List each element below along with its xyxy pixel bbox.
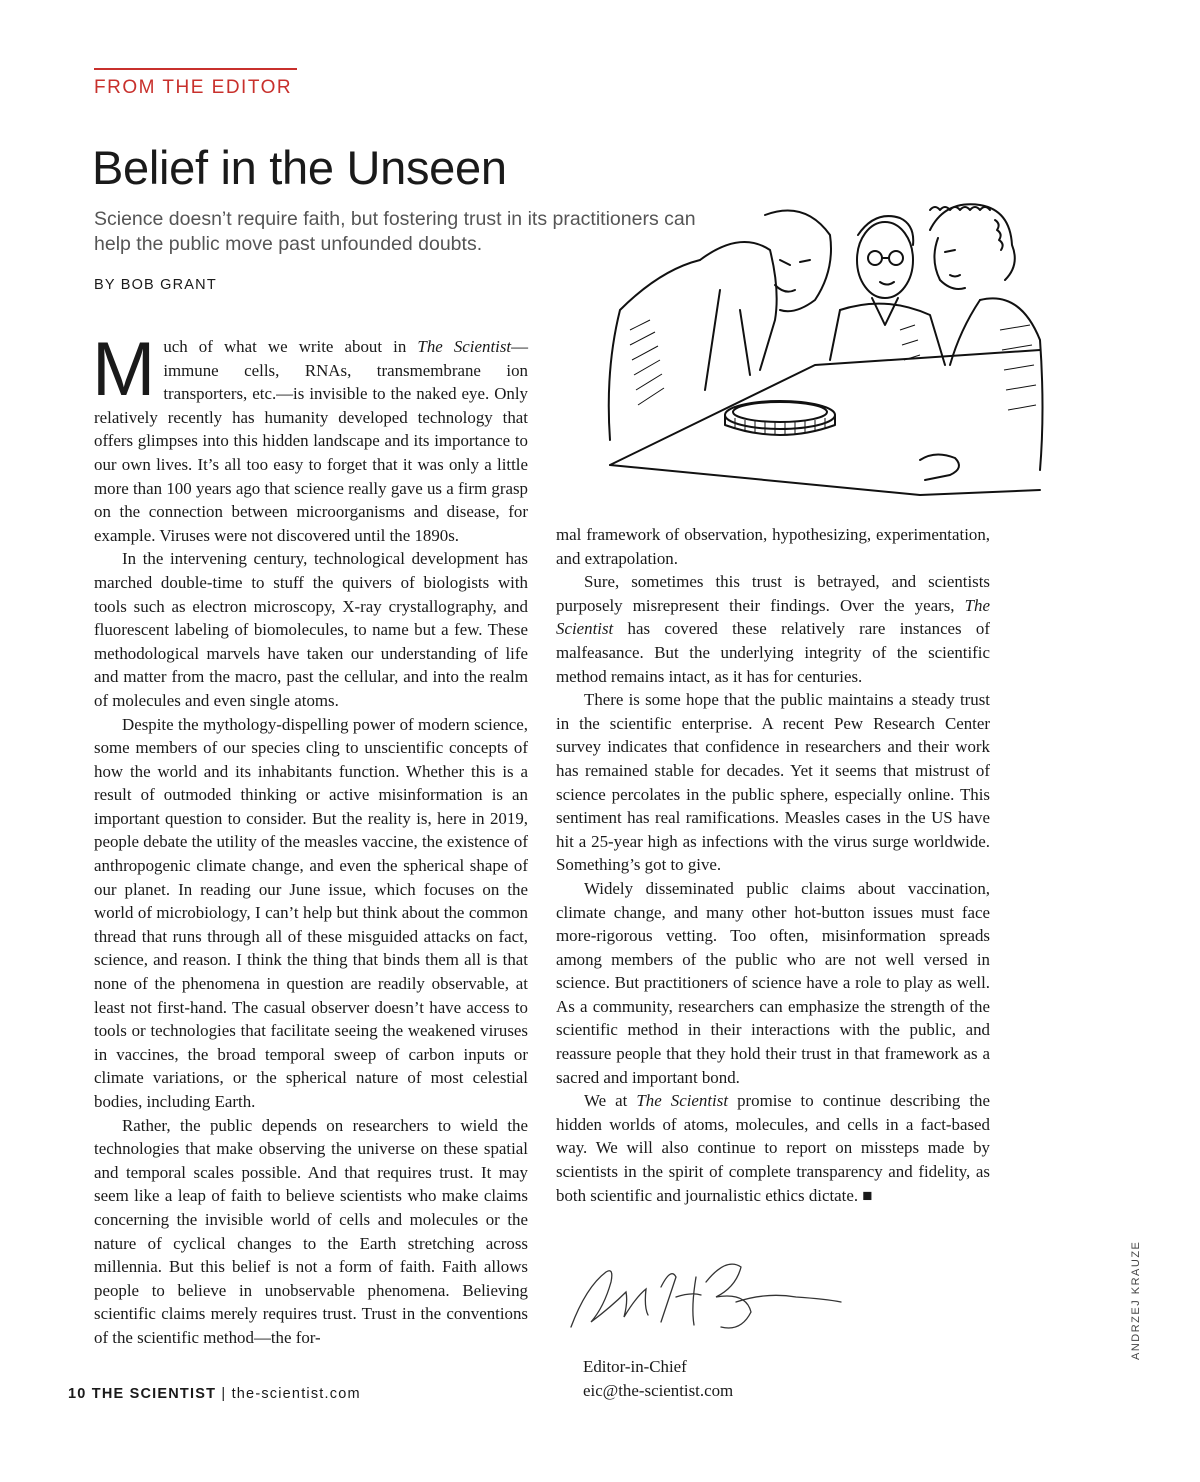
page-number: 10 bbox=[68, 1386, 87, 1402]
paragraph-4-continued bbox=[556, 523, 990, 570]
paragraph-8-text-a: We at bbox=[584, 1091, 637, 1111]
paragraph-5 bbox=[556, 570, 990, 688]
paragraph-1-text-b: —immune cells, RNAs, transmembrane ion transporters, etc.—is invisible to the naked eye. Only relatively recently has humanity developed technology that offers glimpses into this hidden landscape and its importance to our own lives. It’s all too easy to forget that it was only a little more than 100 years ago that science really gave us a firm grasp on the connection between microorganisms and disease, for example. Viruses were not discovered until the 1890s. bbox=[94, 337, 528, 545]
column-right bbox=[556, 523, 990, 1402]
byline: BY BOB GRANT bbox=[94, 277, 217, 293]
article-title: Belief in the Unseen bbox=[92, 141, 507, 194]
paragraph-5-text-b: has covered these relatively rare instances of malfeasance. But the underlying integrity of the scientific method remains intact, as it has for centuries. bbox=[556, 619, 990, 686]
article-deck: Science doesn’t require faith, but fostering trust in its practitioners can help the public move past unfounded doubts. bbox=[94, 208, 696, 255]
paragraph-2: In the intervening century, technological development has marched double-time to stuff the quivers of biologists with tools such as electron microscopy, X-ray crystallography, and fluorescent labeling of biomolecules, to name but a few. These methodological marvels have taken our understanding of life and matter from the macro, past the cellular, and into the realm of molecules and even single atoms. bbox=[94, 549, 528, 710]
paragraph-3: Despite the mythology-dispelling power of modern science, some members of our species cling to unscientific concepts of how the world and its inhabitants function. Whether this is a result of outmoded thinking or active misinformation is an important question to consider. But the reality is, here in 2019, people debate the utility of the measles vaccine, the existence of anthropogenic climate change, and even the spherical shape of our planet. In reading our June issue, which focuses on the world of microbiology, I can’t help but think about the common thread that runs through all of these misguided attacks on fact, science, and reason. I think the thing that binds them all is that none of the phenomena in question are readily observable, at least not first-hand. The casual observer doesn’t have access to tools or technologies that facilitate seeing the weakened viruses in vaccines, the broad temporal sweep of carbon inputs or climate variations, or the spherical nature of most celestial bodies, including Earth. bbox=[94, 714, 528, 1111]
paragraph-4 bbox=[94, 1114, 528, 1350]
paragraph-7: Widely disseminated public claims about vaccination, climate change, and many other hot-button issues must face more-rigorous vetting. Too often, misinformation spreads among members of the public who are not well versed in science. But practitioners of science have a role to play as well. As a community, researchers can emphasize the strength of the scientific method in their interactions with the public, and reassure people that they hold their trust in that framework as a sacred and important bond. bbox=[556, 878, 990, 1087]
end-mark: ■ bbox=[862, 1185, 873, 1205]
paragraph-1-text-a: uch of what we write about in bbox=[163, 337, 418, 356]
page-footer bbox=[68, 1386, 361, 1402]
editor-signature bbox=[566, 1247, 846, 1347]
paragraph-8 bbox=[556, 1089, 990, 1207]
paragraph-5-text-a: Sure, sometimes this trust is betrayed, and scientists purposely misrepresent their findings. Over the years, bbox=[556, 572, 990, 615]
publication-name-italic: The Scientist bbox=[636, 1091, 729, 1111]
footer-url: the-scientist.com bbox=[231, 1386, 361, 1402]
paragraph-8-text-b: promise to continue describing the hidden worlds of atoms, molecules, and cells in a fact-based way. We will also continue to report on missteps made by scientists in the spirit of complete transparency and fidelity, as both scientific and journalistic ethics dictate. bbox=[556, 1091, 990, 1205]
paragraph-4-continued-text: mal framework of observation, hypothesizing, experimentation, and extrapolation. bbox=[556, 525, 990, 568]
section-rule bbox=[94, 68, 297, 70]
section-label: FROM THE EDITOR bbox=[94, 77, 293, 98]
drop-cap: M bbox=[92, 327, 156, 412]
illustration-scientists-petri-dish bbox=[600, 190, 1050, 510]
publication-name-italic: The Scientist bbox=[417, 337, 512, 356]
paragraph-4-text: Rather, the public depends on researchers to wield the technologies that make observing the universe on these spatial and temporal scales possible. And that requires trust. It may seem like a leap of faith to believe scientists who make claims concerning the invisible world of cells and molecules or the nature of cyclical changes to the Earth stretching across millennia. But this belief is not a form of faith. Faith allows people to believe in unobservable phenomena. Believing scientific claims merely requires trust. Trust in the conventions of the scientific method—the for- bbox=[94, 1115, 528, 1347]
editor-email: eic@the-scientist.com bbox=[583, 1380, 734, 1400]
editor-role: Editor-in-Chief bbox=[583, 1357, 687, 1377]
column-left bbox=[92, 327, 528, 1350]
footer-separator: | bbox=[221, 1386, 227, 1402]
paragraph-1 bbox=[92, 327, 528, 547]
illustration-credit: ANDRZEJ KRAUZE bbox=[1130, 1240, 1142, 1360]
publication-footer-name: THE SCIENTIST bbox=[91, 1386, 217, 1402]
paragraph-6: There is some hope that the public maintains a steady trust in the scientific enterprise. A recent Pew Research Center survey indicates that confidence in researchers and their work has remained stable for decades. Yet it seems that mistrust of science percolates in the public sphere, especially online. This sentiment has real ramifications. Measles cases in the US have hit a 25-year high as infections with the virus surge worldwide. Something’s got to give. bbox=[556, 690, 990, 875]
publication-name-italic: The Scientist bbox=[556, 595, 990, 639]
